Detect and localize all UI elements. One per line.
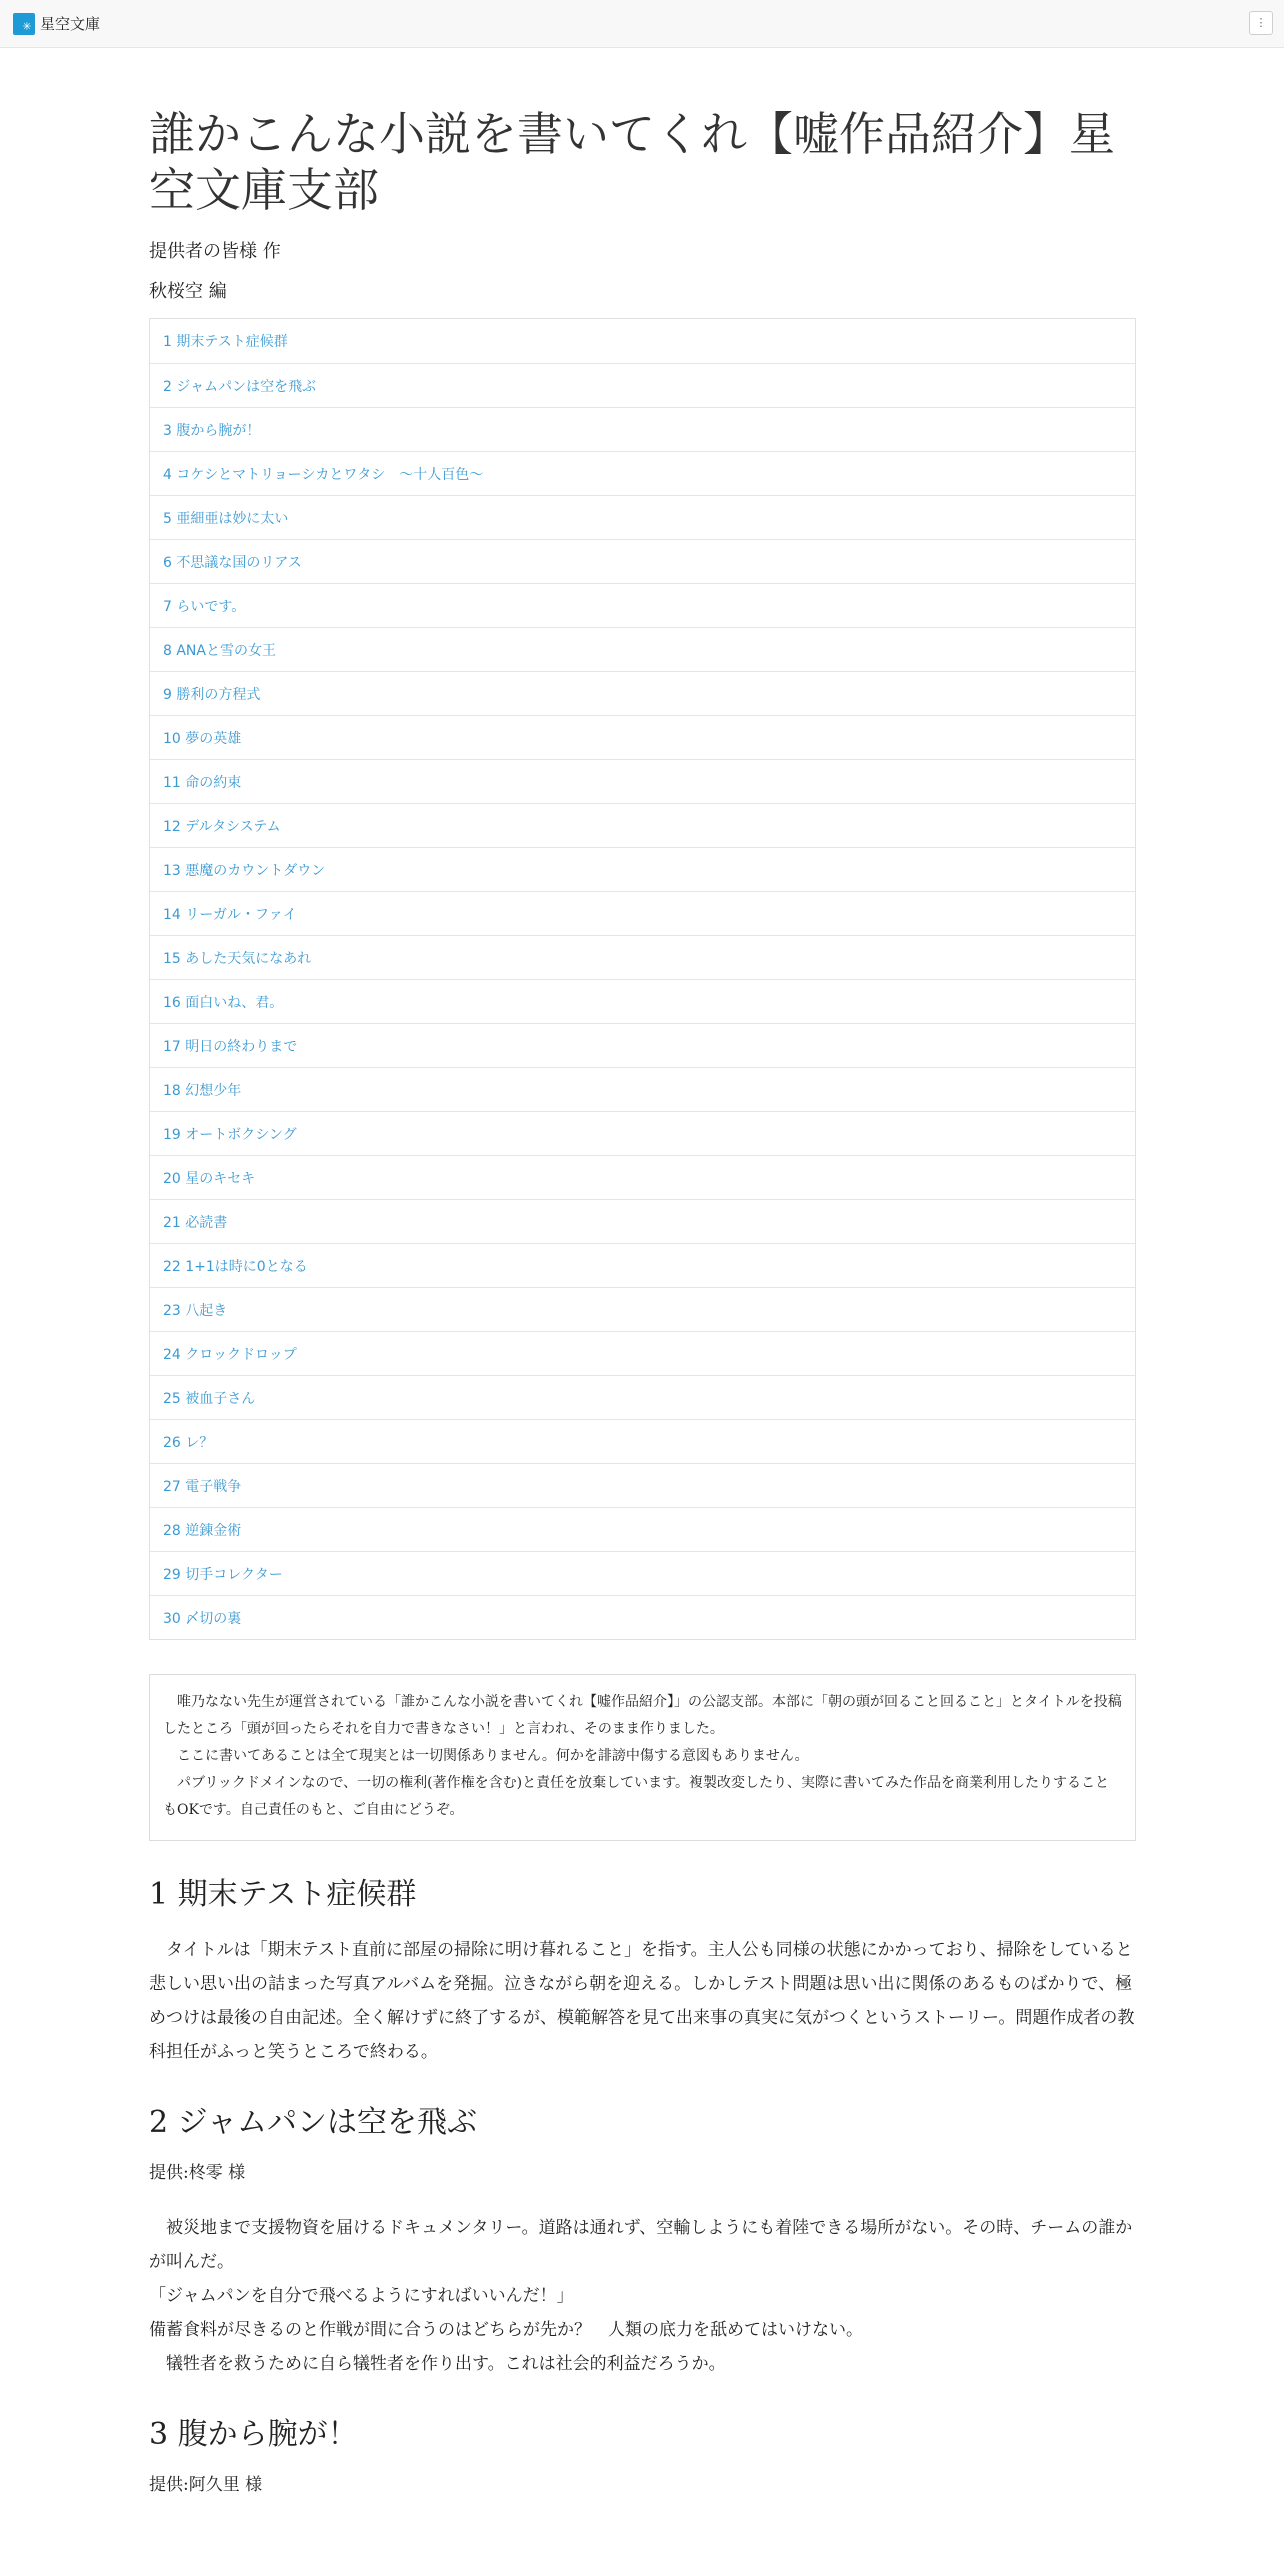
section-paragraph: 「ジャムパンを自分で飛べるようにすればいいんだ！」	[149, 2286, 574, 2306]
toc-item	[150, 1287, 1135, 1331]
toc-item	[150, 847, 1135, 891]
toc-link[interactable]: 19 オートボクシング	[163, 1126, 297, 1143]
toc-item	[150, 495, 1135, 539]
toc-item	[150, 1155, 1135, 1199]
note-paragraph: パブリックドメインなので、一切の権利(著作権を含む)と責任を放棄しています。複製改変したり、実際に書いてみた作品を商業利用したりすることもOKです。自己責任のもと、ご自由にどうぞ。	[163, 1775, 1109, 1818]
toc-item	[150, 583, 1135, 627]
toc-link[interactable]: 29 切手コレクター	[163, 1566, 283, 1583]
section-heading: 1 期末テスト症候群	[149, 1877, 417, 1912]
toc-link[interactable]: 18 幻想少年	[163, 1082, 242, 1099]
toc-item	[150, 407, 1135, 451]
section-body	[149, 2211, 1136, 2381]
toc-item	[150, 363, 1135, 407]
table-of-contents	[149, 318, 1136, 1640]
toc-link[interactable]: 12 デルタシステム	[163, 818, 281, 835]
toc-item	[150, 759, 1135, 803]
toc-item	[150, 1507, 1135, 1551]
toc-link[interactable]: 13 悪魔のカウントダウン	[163, 862, 326, 879]
toc-item	[150, 1463, 1135, 1507]
toc-item	[150, 1419, 1135, 1463]
book-author: 提供者の皆様 作	[149, 241, 281, 262]
toc-item	[150, 979, 1135, 1023]
toc-link[interactable]: 3 腹から腕が！	[163, 422, 261, 439]
toc-link[interactable]: 2 ジャムパンは空を飛ぶ	[163, 378, 317, 395]
book-title: 誰かこんな小説を書いてくれ【嘘作品紹介】星空文庫支部	[149, 107, 1115, 217]
menu-toggle-button[interactable]	[1249, 11, 1273, 35]
toc-item	[150, 1595, 1135, 1639]
toc-link[interactable]: 10 夢の英雄	[163, 730, 242, 747]
toc-item	[150, 1243, 1135, 1287]
main-content	[149, 80, 1136, 2497]
section-paragraph: 被災地まで支援物資を届けるドキュメンタリー。道路は通れず、空輸しようにも着陸できる場所がない。その時、チームの誰かが叫んだ。	[149, 2218, 1133, 2272]
toc-link[interactable]: 20 星のキセキ	[163, 1170, 256, 1187]
toc-item	[150, 1067, 1135, 1111]
toc-item	[150, 1375, 1135, 1419]
note-paragraph: ここに書いてあることは全て現実とは一切関係ありません。何かを誹謗中傷する意図もありません。	[177, 1748, 809, 1764]
toc-link[interactable]: 24 クロックドロップ	[163, 1346, 297, 1363]
toc-item	[150, 1551, 1135, 1595]
toc-item	[150, 1111, 1135, 1155]
toc-link[interactable]: 11 命の約束	[163, 774, 242, 791]
toc-link[interactable]: 21 必読書	[163, 1214, 228, 1231]
section-provider: 提供:柊零 様	[149, 2163, 246, 2183]
toc-link[interactable]: 14 リーガル・ファイ	[163, 906, 297, 923]
toc-link[interactable]: 5 亜細亜は妙に太い	[163, 510, 289, 527]
toc-item	[150, 891, 1135, 935]
site-title-link[interactable]: 星空文庫	[40, 15, 101, 33]
toc-item	[150, 451, 1135, 495]
section-body	[149, 1933, 1136, 2069]
preface-note-box	[149, 1674, 1136, 1841]
toc-link[interactable]: 9 勝利の方程式	[163, 686, 261, 703]
top-navbar	[0, 0, 1284, 48]
toc-item	[150, 319, 1135, 363]
toc-link[interactable]: 26 レ？	[163, 1434, 214, 1451]
toc-link[interactable]: 15 あした天気になあれ	[163, 950, 312, 967]
section-heading: 2 ジャムパンは空を飛ぶ	[149, 2105, 478, 2140]
toc-item	[150, 627, 1135, 671]
toc-item	[150, 935, 1135, 979]
toc-link[interactable]: 27 電子戦争	[163, 1478, 242, 1495]
toc-link[interactable]: 17 明日の終わりまで	[163, 1038, 298, 1055]
note-paragraph: 唯乃なない先生が運営されている「誰かこんな小説を書いてくれ【嘘作品紹介】」の公認支部。本部に「朝の頭が回ること回ること」とタイトルを投稿したところ「頭が回ったらそれを自力で書きなさい！」と言われ、そのまま作りました。	[163, 1694, 1122, 1737]
toc-item	[150, 539, 1135, 583]
toc-item	[150, 1331, 1135, 1375]
toc-item	[150, 803, 1135, 847]
toc-link[interactable]: 6 不思議な国のリアス	[163, 554, 302, 571]
toc-link[interactable]: 16 面白いね、君。	[163, 994, 284, 1011]
section-provider: 提供:阿久里 様	[149, 2475, 263, 2495]
toc-link[interactable]: 7 らいです。	[163, 598, 246, 615]
toc-item	[150, 715, 1135, 759]
toc-item	[150, 1199, 1135, 1243]
toc-link[interactable]: 28 逆錬金術	[163, 1522, 242, 1539]
section-paragraph: 備蓄食料が尽きるのと作戦が間に合うのはどちらが先か？ 人類の底力を舐めてはいけない。	[149, 2320, 863, 2340]
toc-link[interactable]: 23 八起き	[163, 1302, 228, 1319]
toc-link[interactable]: 4 コケシとマトリョーシカとワタシ ～十人百色～	[163, 466, 484, 483]
toc-link[interactable]: 25 被血子さん	[163, 1390, 256, 1407]
toc-link[interactable]: 22 1+1は時に0となる	[163, 1258, 308, 1275]
toc-item	[150, 1023, 1135, 1067]
section-paragraph: 犠牲者を救うために自ら犠牲者を作り出す。これは社会的利益だろうか。	[166, 2354, 726, 2374]
toc-link[interactable]: 8 ANAと雪の女王	[163, 642, 276, 659]
kebab-menu-icon: ⋮	[1255, 16, 1267, 29]
toc-link[interactable]: 1 期末テスト症候群	[163, 334, 288, 350]
book-editor: 秋桜空 編	[149, 281, 227, 302]
toc-link[interactable]: 30 〆切の裏	[163, 1610, 242, 1627]
section-paragraph: タイトルは「期末テスト直前に部屋の掃除に明け暮れること」を指す。主人公も同様の状態にかかっており、掃除をしていると悲しい思い出の詰まった写真アルバムを発掘。泣きながら朝を迎える。しかしテスト問題は思い出に関係のあるものばかりで、極めつけは最後の自由記述。全く解けずに終了するが、模範解答を見て出来事の真実に気がつくというストーリー。問題作成者の教科担任がふっと笑うところで終わる。	[149, 1940, 1135, 2062]
section-heading: 3 腹から腕が！	[149, 2417, 358, 2452]
site-logo-icon[interactable]: ✳	[13, 13, 35, 35]
toc-item	[150, 671, 1135, 715]
